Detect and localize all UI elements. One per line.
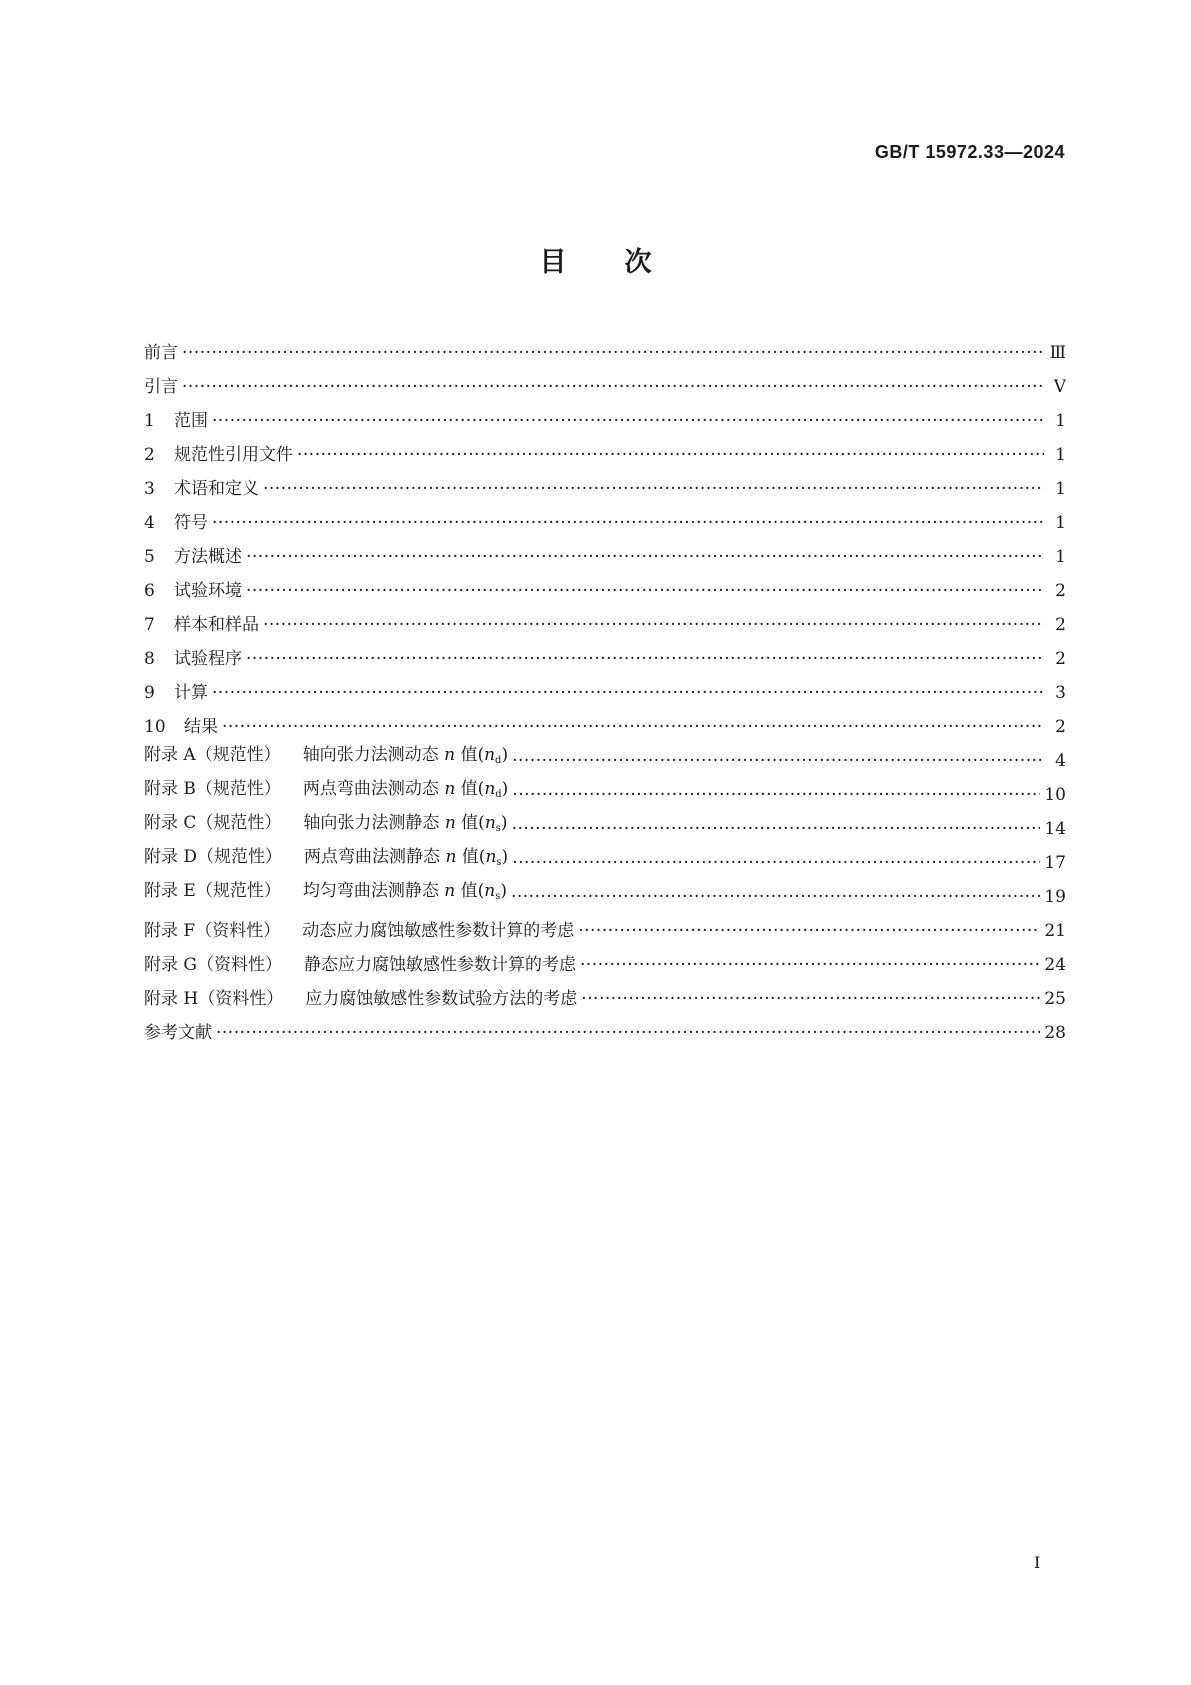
- toc-entry-title: 方法概述: [174, 547, 242, 567]
- dot-leader: [182, 372, 1044, 402]
- dot-leader: [212, 678, 1044, 708]
- toc-entry-2[interactable]: [144, 440, 1066, 470]
- dot-leader: [297, 440, 1044, 470]
- toc-entry-3[interactable]: [144, 474, 1066, 504]
- variable-n: n: [444, 881, 456, 901]
- toc-entry-page: 17: [1044, 853, 1066, 873]
- toc-entry-1[interactable]: [144, 406, 1066, 436]
- variable-n: n: [445, 847, 457, 867]
- toc-entry-4[interactable]: [144, 508, 1066, 538]
- dot-leader: [578, 916, 1040, 946]
- dot-leader: [222, 712, 1044, 742]
- toc-entry-page: 1: [1055, 445, 1066, 465]
- toc-entry-page: Ⅲ: [1049, 343, 1066, 363]
- toc-entry-page: 1: [1055, 547, 1066, 567]
- toc-entry-title: 符号: [174, 513, 208, 533]
- toc-entry-page: 19: [1044, 887, 1066, 907]
- toc-entry-annex-e[interactable]: 附录 E（规范性） 均匀弯曲法测静态 n 值$(n_s)$ ····· 19: [144, 882, 1066, 912]
- toc-entry-page: 1: [1055, 479, 1066, 499]
- page-title: 目次: [539, 247, 710, 278]
- toc-entry-title: 术语和定义: [174, 479, 259, 499]
- toc-entry-page: 2: [1055, 615, 1066, 635]
- toc-entry-number: 1: [144, 411, 155, 431]
- toc-entry-title: 静态应力腐蚀敏感性参数计算的考虑: [303, 955, 576, 975]
- toc-entry-page: 10: [1044, 785, 1066, 805]
- variable-n: n: [485, 847, 497, 867]
- toc-entry-page: 21: [1044, 921, 1066, 941]
- toc-entry-title: 规范性引用文件: [174, 445, 293, 465]
- page-number: I: [1034, 1553, 1041, 1572]
- dot-leader: [581, 984, 1040, 1014]
- toc-entry-5[interactable]: [144, 542, 1066, 572]
- subscript: d: [495, 755, 502, 766]
- dot-leader: [512, 848, 1040, 878]
- toc-entry-page: 2: [1055, 649, 1066, 669]
- toc-entry-title: 范围: [174, 411, 208, 431]
- variable-n: n: [484, 779, 496, 799]
- toc-entry-title: 参考文献: [144, 1023, 212, 1043]
- dot-leader: [511, 882, 1040, 912]
- toc-entry-title: 样本和样品: [174, 615, 259, 635]
- annex-label: 附录 G（资料性）: [144, 955, 282, 975]
- toc-entry-title: 计算: [174, 683, 208, 703]
- toc-entry-page: 14: [1044, 819, 1066, 839]
- dot-leader: [182, 338, 1044, 368]
- toc-entry-page: 1: [1055, 411, 1066, 431]
- dot-leader: [512, 780, 1040, 810]
- toc-entry-title: 轴向张力法测动态: [302, 745, 439, 765]
- toc-entry-page: 2: [1055, 717, 1066, 737]
- toc-entry-title: 试验程序: [174, 649, 242, 669]
- toc-entry-annex-c[interactable]: 附录 C（规范性） 轴向张力法测静态 n 值$(n_s)$ ····· 14: [144, 814, 1066, 844]
- dot-leader: [212, 508, 1044, 538]
- toc-entry-title: 试验环境: [174, 581, 242, 601]
- toc-entry-annex-b[interactable]: 附录 B（规范性） 两点弯曲法测动态 n 值$(n_d)$ ····· 10: [144, 780, 1066, 810]
- dot-leader: [216, 1018, 1040, 1048]
- annex-label: 附录 A（规范性）: [144, 745, 281, 765]
- subscript: s: [496, 857, 502, 868]
- toc-entry-number: 5: [144, 547, 155, 567]
- annex-label: 附录 D（规范性）: [144, 847, 283, 867]
- toc-entry-annex-g[interactable]: [144, 950, 1066, 980]
- dot-leader: [263, 474, 1044, 504]
- toc-entry-title: 结果: [184, 717, 218, 737]
- toc-entry-page: 28: [1044, 1023, 1066, 1043]
- dot-leader: [512, 814, 1041, 844]
- dot-leader: [212, 406, 1044, 436]
- toc-entry-number: 9: [144, 683, 155, 703]
- variable-n: n: [484, 745, 496, 765]
- toc-entry-number: 10: [144, 717, 166, 737]
- toc-entry-annex-f[interactable]: [144, 916, 1066, 946]
- toc-entry-bibliography[interactable]: [144, 1018, 1066, 1048]
- toc-entry-number: 7: [144, 615, 155, 635]
- toc-entry-title: 动态应力腐蚀敏感性参数计算的考虑: [302, 921, 575, 941]
- toc-entry-9[interactable]: [144, 678, 1066, 708]
- toc-entry-annex-a[interactable]: 附录 A（规范性） 轴向张力法测动态 n 值$(n_d)$ ····· 4: [144, 746, 1066, 776]
- toc-entry-page: 25: [1044, 989, 1066, 1009]
- standard-code: GB/T 15972.33—2024: [874, 142, 1065, 162]
- toc-entry-title: 引言: [144, 377, 178, 397]
- variable-n: n: [444, 745, 456, 765]
- toc-entry-number: 8: [144, 649, 155, 669]
- annex-label: 附录 F（资料性）: [144, 921, 281, 941]
- annex-label: 附录 C（规范性）: [144, 813, 282, 833]
- toc-entry-6[interactable]: [144, 576, 1066, 606]
- toc-entry-title: 轴向张力法测静态: [303, 813, 440, 833]
- annex-label: 附录 E（规范性）: [144, 881, 281, 901]
- subscript: d: [495, 789, 502, 800]
- toc-entry-annex-h[interactable]: [144, 984, 1066, 1014]
- dot-leader: [246, 576, 1044, 606]
- dot-leader: [263, 610, 1044, 640]
- toc-entry-number: 6: [144, 581, 155, 601]
- toc-entry-annex-d[interactable]: 附录 D（规范性） 两点弯曲法测静态 n 值$(n_s)$ ····· 17: [144, 848, 1066, 878]
- toc-entry-number: 2: [144, 445, 155, 465]
- variable-n: n: [484, 881, 496, 901]
- toc-entry-introduction[interactable]: [144, 372, 1066, 402]
- toc-entry-title: 两点弯曲法测动态: [302, 779, 439, 799]
- dot-leader: [246, 542, 1044, 572]
- toc-entry-page: 4: [1055, 751, 1066, 771]
- toc-entry-title: 均匀弯曲法测静态: [302, 881, 439, 901]
- toc-entry-8[interactable]: [144, 644, 1066, 674]
- variable-n: n: [444, 779, 456, 799]
- variable-n: n: [444, 813, 456, 833]
- toc-entry-number: 4: [144, 513, 155, 533]
- toc-entry-10[interactable]: [144, 712, 1066, 742]
- dot-leader: [246, 644, 1044, 674]
- dot-leader: [580, 950, 1040, 980]
- annex-label: 附录 B（规范性）: [144, 779, 281, 799]
- toc-entry-page: Ⅴ: [1053, 377, 1066, 397]
- toc-entry-foreword[interactable]: [144, 338, 1066, 368]
- toc-entry-page: 3: [1055, 683, 1066, 703]
- toc-entry-title: 两点弯曲法测静态: [304, 847, 441, 867]
- annex-label: 附录 H（资料性）: [144, 989, 284, 1009]
- toc-entry-7[interactable]: [144, 610, 1066, 640]
- subscript: s: [495, 823, 501, 834]
- toc-entry-page: 2: [1055, 581, 1066, 601]
- toc-entry-page: 24: [1044, 955, 1066, 975]
- toc-entry-title: 前言: [144, 343, 178, 363]
- subscript: s: [495, 891, 501, 902]
- variable-n: n: [484, 813, 496, 833]
- toc-entry-number: 3: [144, 479, 155, 499]
- dot-leader: [512, 746, 1044, 776]
- toc-entry-title: 应力腐蚀敏感性参数试验方法的考虑: [305, 989, 578, 1009]
- toc-entry-page: 1: [1055, 513, 1066, 533]
